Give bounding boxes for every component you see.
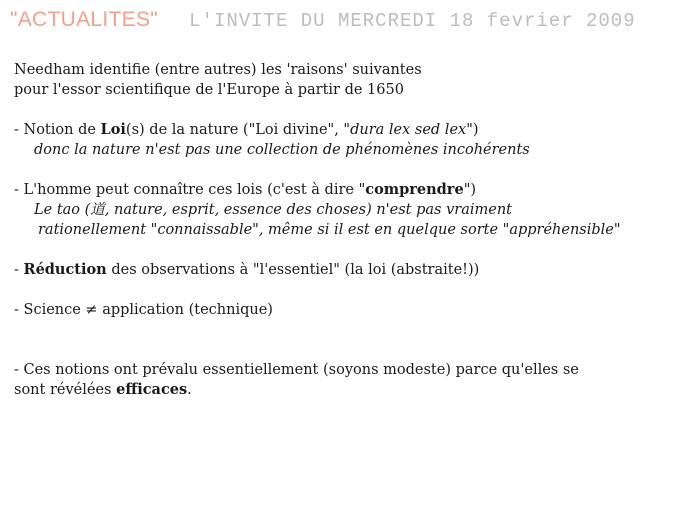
conclusion-end: . bbox=[187, 382, 192, 398]
point-loi-line bbox=[14, 120, 682, 140]
conclusion-bold: efficaces bbox=[116, 381, 188, 398]
intro-line-2: pour l'essor scientifique de l'Europe à partir de 1650 bbox=[14, 82, 404, 98]
slide-subtitle: L'INVITE DU MERCREDI 18 fevrier 2009 bbox=[189, 10, 636, 32]
slide-header bbox=[10, 8, 636, 32]
point-reduction bbox=[14, 260, 682, 280]
conclusion-prefix: sont révélées bbox=[14, 382, 117, 398]
point-comprendre-sub-1: Le tao (道, nature, esprit, essence des choses) n'est pas vraiment bbox=[34, 202, 512, 218]
point-reduction-line bbox=[14, 260, 682, 280]
point-reduction-prefix: - bbox=[14, 262, 24, 278]
point-science-line: - Science ≠ application (technique) bbox=[14, 302, 273, 318]
point-loi-sub: donc la nature n'est pas une collection de phénomènes incohérents bbox=[34, 142, 530, 158]
conclusion-paragraph bbox=[14, 360, 682, 400]
point-science bbox=[14, 300, 682, 320]
point-loi-prefix: - Notion de bbox=[14, 122, 101, 138]
point-loi-latin: dura lex sed lex bbox=[350, 122, 467, 138]
point-reduction-bold: Réduction bbox=[23, 261, 107, 278]
point-comprendre bbox=[14, 180, 682, 240]
point-comprendre-close: ") bbox=[463, 182, 477, 198]
conclusion-line-2 bbox=[14, 380, 682, 400]
point-comprendre-bold: comprendre bbox=[365, 181, 464, 198]
brand-title: "ACTUALITES" bbox=[10, 8, 159, 31]
point-reduction-text: des observations à "l'essentiel" (la loi (abstraite!)) bbox=[106, 262, 480, 278]
intro-paragraph bbox=[14, 60, 682, 100]
point-comprendre-sub-2: rationellement "connaissable", même si il est en quelque sorte "appréhensible" bbox=[38, 222, 621, 238]
point-loi-bold: Loi bbox=[100, 121, 126, 138]
point-loi-text: (s) de la nature ("Loi divine", " bbox=[125, 122, 351, 138]
slide-body bbox=[14, 60, 682, 420]
conclusion-line-1: - Ces notions ont prévalu essentiellement (soyons modeste) parce qu'elles se bbox=[14, 362, 579, 378]
intro-line-1: Needham identifie (entre autres) les 'raisons' suivantes bbox=[14, 62, 422, 78]
point-loi-close: ") bbox=[466, 122, 479, 138]
point-loi bbox=[14, 120, 682, 160]
point-comprendre-line bbox=[14, 180, 682, 200]
point-comprendre-prefix: - L'homme peut connaître ces lois (c'est à dire " bbox=[14, 182, 366, 198]
